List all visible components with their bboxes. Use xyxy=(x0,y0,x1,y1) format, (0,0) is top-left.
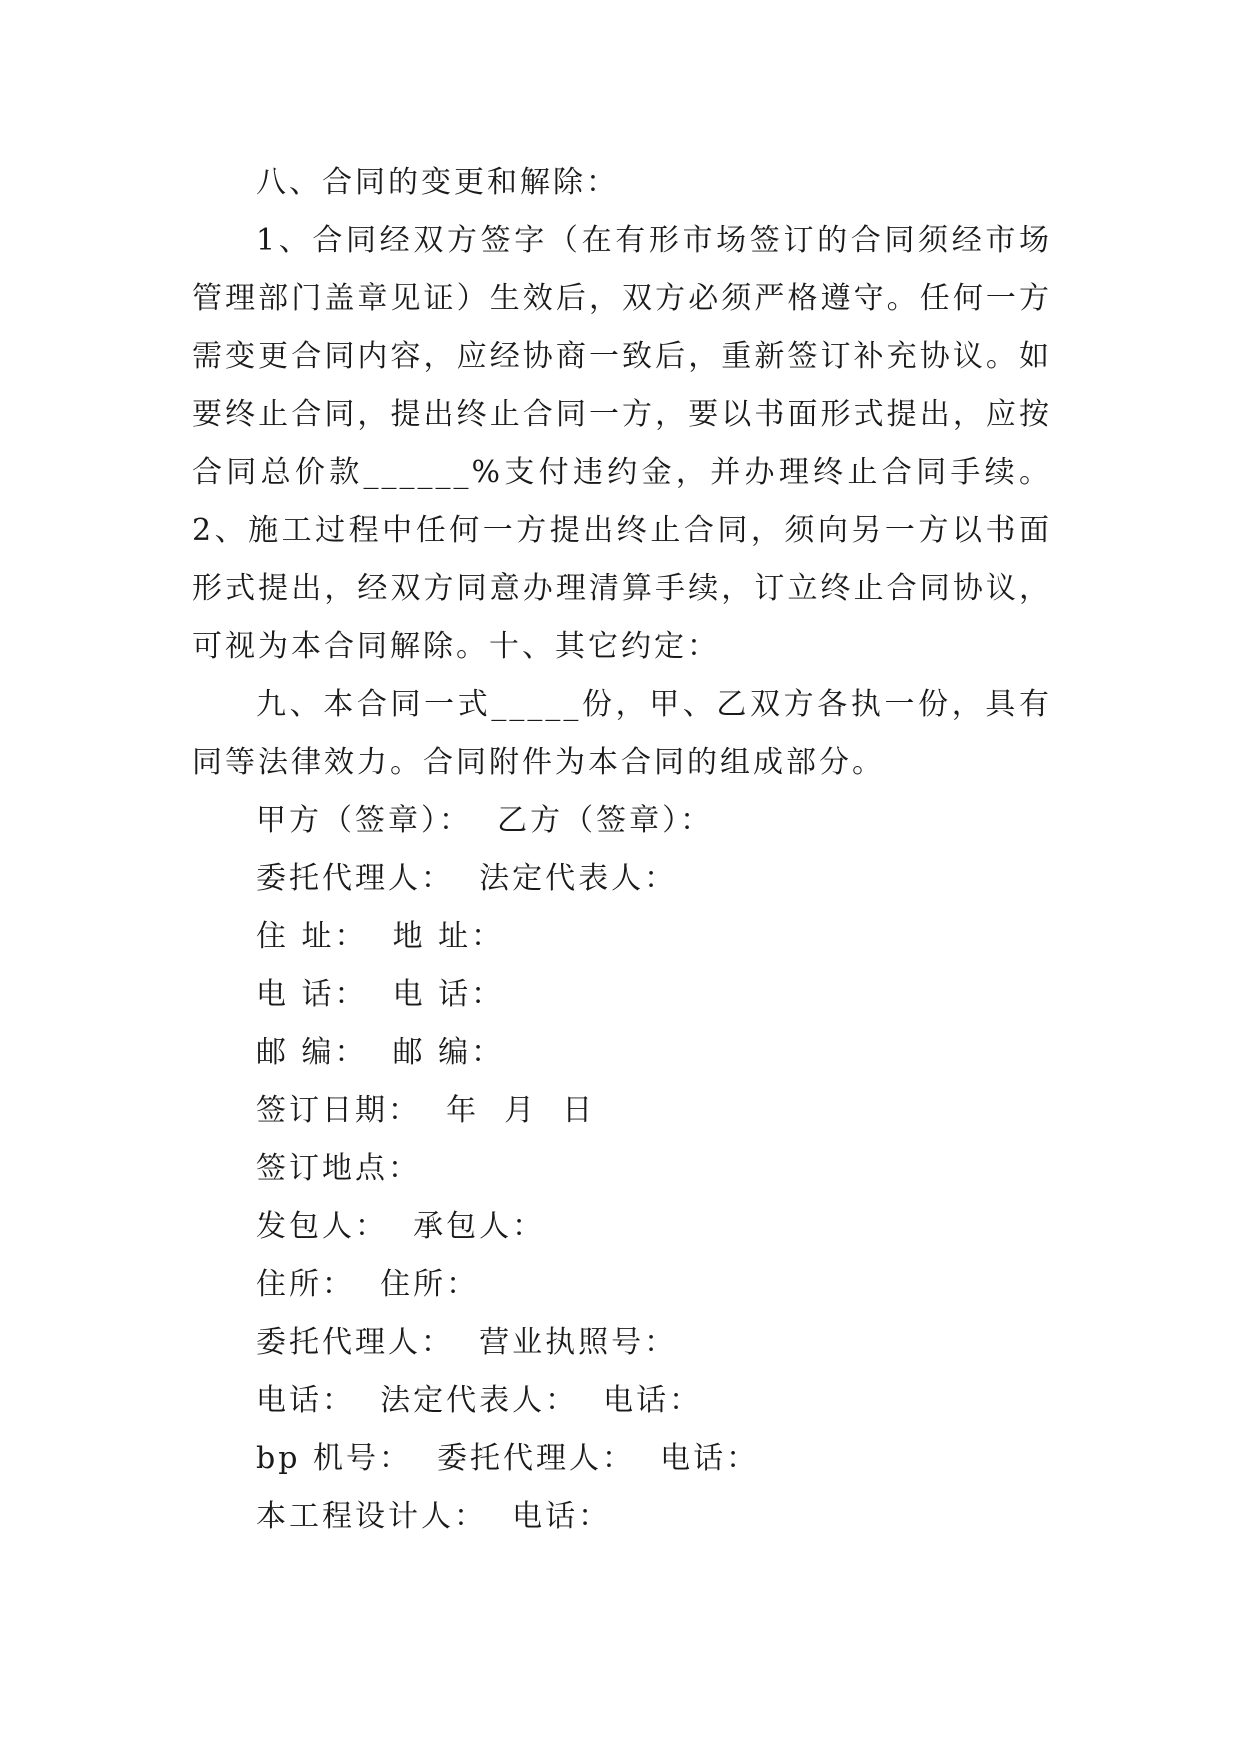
signature-line-contractor-parties: 发包人： 承包人： xyxy=(256,1209,546,1244)
contract-change-paragraph: 1、合同经双方签字（在有形市场签订的合同须经市场管理部门盖章见证）生效后，双方必须严格遵守。任何一方需变更合同内容，应经协商一致后，重新签订补充协议。如要终止合同，提出终止合同一方，要以书面形式提出，应按合同总价款______%支付违约金，并办理终止合同手续。2、施工过程中任何一方提出终止合同，须向另一方以书面形式提出，经双方同意办理清算手续，订立终止合同协议，可视为本合同解除。十、其它约定： xyxy=(192,223,1052,664)
signature-line-phone-representative: 电话： 法定代表人： 电话： xyxy=(256,1383,703,1418)
signature-line-phone: 电 话： 电 话： xyxy=(256,977,505,1012)
signature-line-designer: 本工程设计人： 电话： xyxy=(256,1499,612,1534)
signature-line-address: 住 址： 地 址： xyxy=(256,919,505,954)
signature-line-pager: bp 机号： 委托代理人： 电话： xyxy=(256,1441,760,1476)
signature-line-residence: 住所： 住所： xyxy=(256,1267,480,1302)
signature-line-sign-place: 签订地点： xyxy=(256,1151,421,1186)
section-heading: 八、合同的变更和解除： xyxy=(256,165,619,200)
signature-line-party-seals: 甲方（签章）： 乙方（签章）： xyxy=(256,803,714,838)
document-body xyxy=(192,154,1052,1546)
signature-line-sign-date: 签订日期： 年 月 日 xyxy=(256,1093,596,1128)
signature-line-license: 委托代理人： 营业执照号： xyxy=(256,1325,678,1360)
copies-paragraph: 九、本合同一式_____份，甲、乙双方各执一份，具有同等法律效力。合同附件为本合同的组成部分。 xyxy=(192,687,1052,780)
signature-line-agent-representative: 委托代理人： 法定代表人： xyxy=(256,861,678,896)
signature-line-postcode: 邮 编： 邮 编： xyxy=(256,1035,505,1070)
